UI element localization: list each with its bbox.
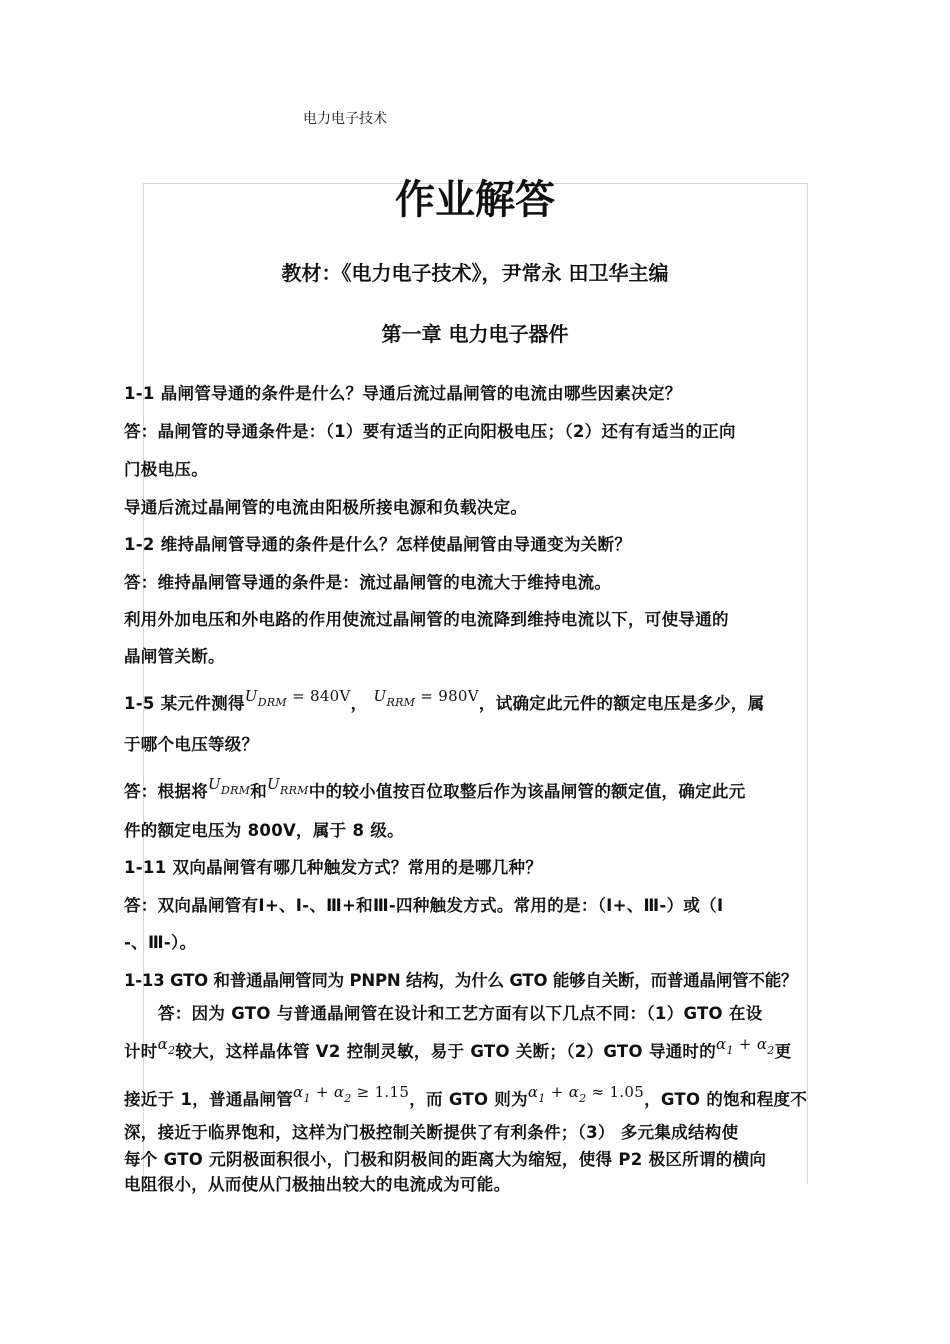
answer-1-1-line2: 门极电压。	[124, 460, 208, 479]
textbook-info: 教材：《电力电子技术》，尹常永 田卫华主编	[281, 261, 669, 285]
answer-1-13-line2: 计时$\alpha_2$较大，这样晶体管 V2 控制灵敏，易于 GTO 关断；（2）GTO 导通时的$\alpha_1 + \alpha_2$更	[124, 1035, 792, 1061]
question-1-13: 1-13 GTO 和普通晶闸管同为 PNPN 结构，为什么 GTO 能够自关断，而普通晶闸管不能？	[124, 971, 798, 990]
formula-gto-alpha: $\alpha_1 + \alpha_2 \approx 1.05$	[527, 1083, 645, 1105]
answer-1-13-line4: 深，接近于临界饱和，这样为门极控制关断提供了有利条件；（3） 多元集成结构使	[124, 1123, 739, 1142]
formula-udrm-ref: $U_{DRM}$	[208, 775, 251, 797]
answer-1-5-line1: 答：根据将$U_{DRM}$和$U_{RRM}$中的较小值按百位取整后作为该晶闸管的额定值，确定此元	[124, 775, 746, 801]
answer-1-1-line1: 答：晶闸管的导通条件是：（1）要有适当的正向阳极电压；（2）还有有适当的正向	[124, 422, 736, 441]
answer-1-1-line3: 导通后流过晶闸管的电流由阳极所接电源和负载决定。	[124, 498, 528, 517]
page-header: 电力电子技术	[303, 111, 387, 127]
question-1-1: 1-1 晶闸管导通的条件是什么？导通后流过晶闸管的电流由哪些因素决定？	[124, 384, 682, 403]
formula-scr-alpha: $\alpha_1 + \alpha_2 \ge 1.15$	[293, 1083, 410, 1105]
answer-1-13-line3: 接近于 1，普通晶闸管$\alpha_1 + \alpha_2 \ge 1.15$，而 GTO 则为$\alpha_1 + \alpha_2 \approx 1.05$，GTO 的饱和程度不	[124, 1083, 808, 1109]
answer-1-11-line2: -、Ⅲ-）。	[124, 933, 197, 952]
answer-1-13-line1: 答：因为 GTO 与普通晶闸管在设计和工艺方面有以下几点不同：（1）GTO 在设	[158, 1004, 763, 1023]
formula-alpha2: $\alpha_2$	[157, 1035, 176, 1057]
question-1-11: 1-11 双向晶闸管有哪几种触发方式？常用的是哪几种？	[124, 858, 543, 877]
answer-1-5-line2: 件的额定电压为 800V，属于 8 级。	[124, 821, 404, 840]
question-1-2: 1-2 维持晶闸管导通的条件是什么？怎样使晶闸管由导通变为关断？	[124, 535, 632, 554]
formula-urrm-ref: $U_{RRM}$	[267, 775, 309, 797]
answer-1-2-line3: 晶闸管关断。	[124, 647, 225, 666]
answer-1-2-line2: 利用外加电压和外电路的作用使流过晶闸管的电流降到维持电流以下，可使导通的	[124, 610, 729, 629]
answer-1-13-line6: 电阻很小，从而使从门极抽出较大的电流成为可能。	[124, 1175, 511, 1194]
question-1-5-line2: 于哪个电压等级？	[124, 735, 259, 754]
answer-1-11-line1: 答：双向晶闸管有Ⅰ+、Ⅰ-、Ⅲ+和Ⅲ-四种触发方式。常用的是：（Ⅰ+、Ⅲ-）或（Ⅰ	[124, 896, 724, 915]
formula-urrm: $U_{RRM} = 980V$	[373, 687, 479, 709]
answer-1-13-line5: 每个 GTO 元阴极面积很小，门极和阴极间的距离大为缩短，使得 P2 极区所谓的横向	[124, 1150, 767, 1169]
chapter-heading: 第一章 电力电子器件	[381, 322, 569, 346]
document-title: 作业解答	[395, 177, 555, 223]
formula-udrm: $U_{DRM} = 840V$	[244, 687, 351, 709]
formula-alpha-sum: $\alpha_1 + \alpha_2$	[716, 1035, 775, 1057]
answer-1-2-line1: 答：维持晶闸管导通的条件是：流过晶闸管的电流大于维持电流。	[124, 573, 612, 592]
question-1-5-line1: 1-5 某元件测得$U_{DRM} = 840V$， $U_{RRM} = 980V$，试确定此元件的额定电压是多少，属	[124, 687, 765, 713]
